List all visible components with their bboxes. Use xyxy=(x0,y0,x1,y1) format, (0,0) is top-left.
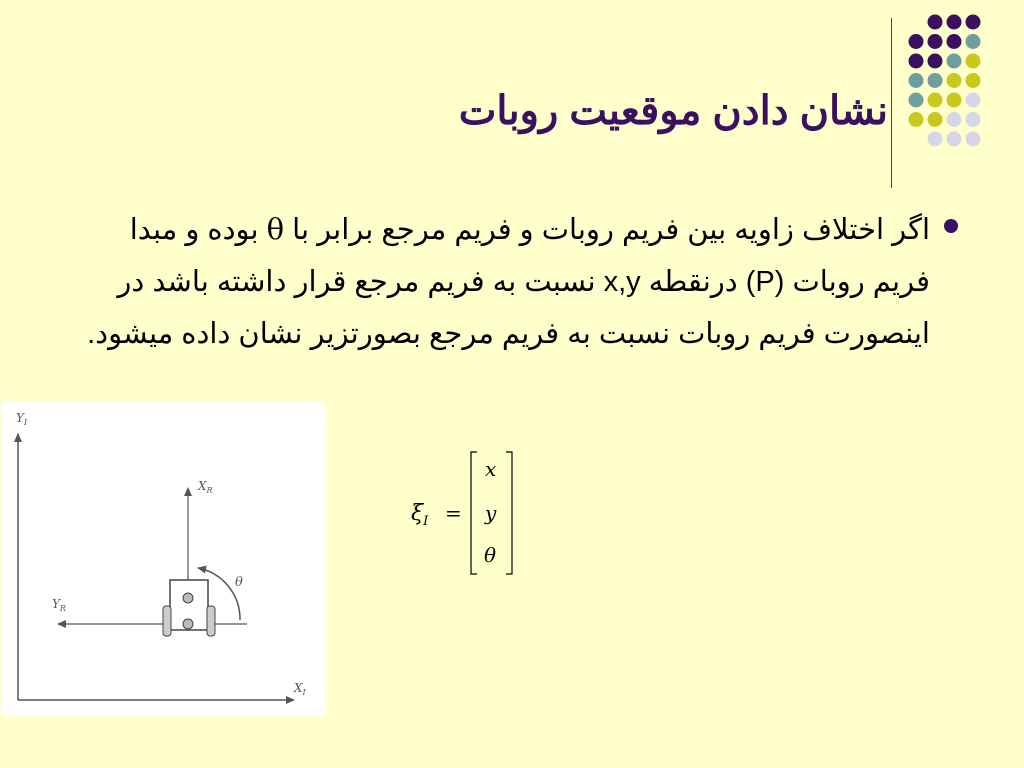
decorative-dot xyxy=(947,54,962,69)
decorative-dot-grid xyxy=(898,10,1018,170)
vector-y: y xyxy=(485,501,497,525)
theta-symbol: θ xyxy=(266,212,285,246)
left-bracket xyxy=(471,452,477,574)
decorative-dot xyxy=(947,15,962,30)
inertial-y-label: $Y_I$ xyxy=(16,411,28,427)
vector-x: x xyxy=(485,457,497,481)
decorative-dot xyxy=(909,54,924,69)
bullet-text-rest: بوده و مبدا فریم روبات (P) درنقطه x,y نسبت به فریم مرجع قرار داشته باشد در اینصورت فریم روبات نسبت به فریم مرجع بصورتزیر نشان داده میشود. xyxy=(87,214,930,350)
right-bracket xyxy=(506,452,512,574)
decorative-dot xyxy=(928,54,943,69)
decorative-dot xyxy=(928,132,943,147)
decorative-dot xyxy=(947,112,962,127)
decorative-dot xyxy=(909,93,924,108)
decorative-dot xyxy=(966,34,981,49)
decorative-dot xyxy=(966,73,981,88)
decorative-dot xyxy=(947,73,962,88)
decorative-dot xyxy=(909,112,924,127)
bullet-paragraph xyxy=(70,203,930,360)
decorative-dot xyxy=(966,112,981,127)
decorative-dot xyxy=(928,93,943,108)
decorative-dot xyxy=(947,132,962,147)
decorative-dot xyxy=(928,112,943,127)
robot-frame-diagram xyxy=(2,402,326,716)
robot-y-label: $Y_R$ xyxy=(52,597,66,613)
pose-equation xyxy=(405,448,525,578)
decorative-dot xyxy=(928,15,943,30)
bullet-text-main: اگر اختلاف زاویه بین فریم روبات و فریم مرجع برابر با xyxy=(284,214,930,246)
bullet-icon xyxy=(944,219,958,233)
decorative-dot xyxy=(928,73,943,88)
slide-title: نشان دادن موقعیت روبات xyxy=(458,89,888,133)
decorative-dot xyxy=(966,15,981,30)
robot-x-label: $X_R$ xyxy=(198,479,213,495)
decorative-dot xyxy=(947,34,962,49)
title-divider xyxy=(891,18,892,188)
robot-body xyxy=(163,580,215,636)
figure-theta-label: θ xyxy=(235,575,243,590)
equation-equals: = xyxy=(445,501,462,525)
decorative-dot xyxy=(909,34,924,49)
decorative-dot xyxy=(966,132,981,147)
vector-theta: θ xyxy=(484,543,497,567)
decorative-dot xyxy=(909,73,924,88)
decorative-dot xyxy=(928,34,943,49)
equation-lhs: $\xi_I$ xyxy=(411,501,429,529)
robot-frame-figure xyxy=(2,402,326,716)
inertial-x-label: $X_I$ xyxy=(294,681,306,697)
decorative-dot xyxy=(947,93,962,108)
decorative-dot xyxy=(966,93,981,108)
decorative-dot xyxy=(966,54,981,69)
